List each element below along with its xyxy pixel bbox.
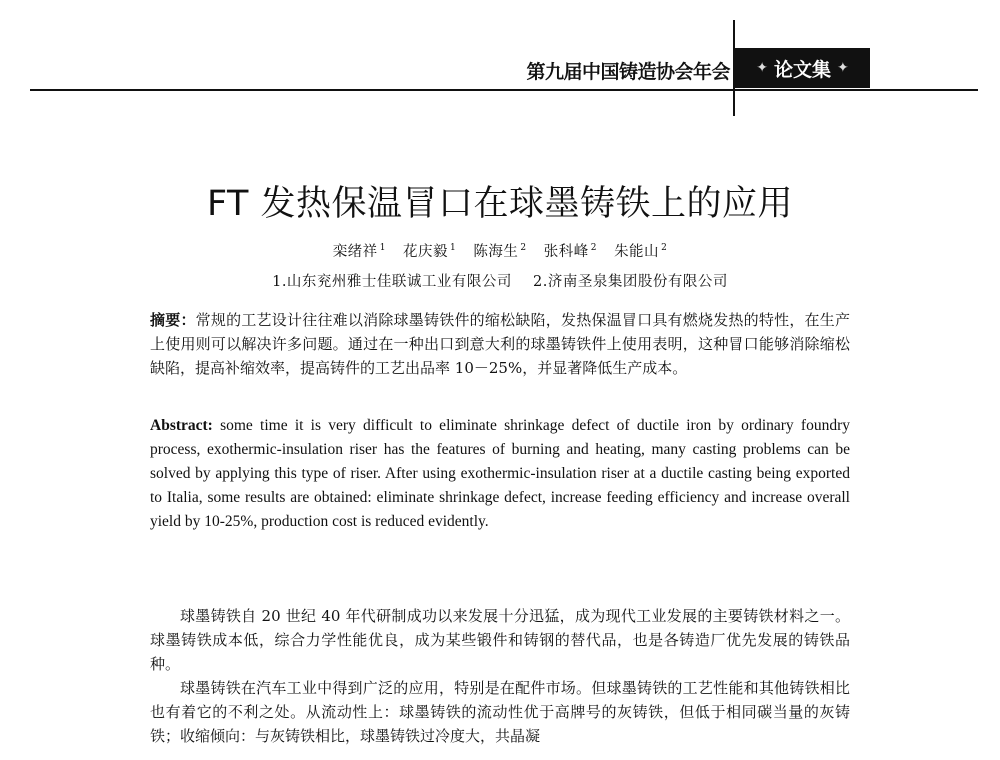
abstract-chinese-paragraph [150,308,850,380]
body-paragraph: 球墨铸铁在汽车工业中得到广泛的应用，特别是在配件市场。但球墨铸铁的工艺性能和其他铸铁相比也有着它的不利之处。从流动性上：球墨铸铁的流动性优于高牌号的灰铸铁，但低于相同碳当量的灰铸铁；收缩倾向：与灰铸铁相比，球墨铸铁过冷度大，共晶凝 [150,679,850,745]
author-name: 张科峰 [543,244,589,260]
abstract-chinese-text: 常规的工艺设计往往难以消除球墨铸铁件的缩松缺陷，发热保温冒口具有燃烧发热的特性，在生产上使用则可以解决许多问题。通过在一种出口到意大利的球墨铸铁件上使用表明，这种冒口能够消除缩松缺陷，提高补缩效率，提高铸件的工艺出品率 10－25%，并显著降低生产成本。 [150,311,850,377]
author-name: 朱能山 [614,244,660,260]
abstract-english-text: some time it is very difficult to eliminate shrinkage defect of ductile iron by ordinary foundry process, exothermic-insulation riser has the features of burning and heating, many casting problems can be solved by applying this type of riser. After using exothermic-insulation riser at a ductile casting being exported to Italia, some results are obtained: eliminate shrinkage defect, increase feeding efficiency and increase overall yield by 10-25%, production cost is reduced evidently. [150,417,850,530]
abstract-chinese [150,308,850,380]
author [333,244,386,260]
sparkle-icon: ✦ [837,60,849,76]
author [403,244,456,260]
header-rule [30,89,978,91]
author-affiliation-mark: 2 [661,243,668,254]
author [614,244,667,260]
author-name: 陈海生 [473,244,519,260]
author [473,244,526,260]
author-list [0,240,1000,261]
author-affiliation-mark: 1 [379,243,386,254]
conference-name: 第九届中国铸造协会年会 [526,61,730,83]
author-affiliation-mark: 2 [590,243,597,254]
author [544,244,597,260]
affiliation-list [0,270,1000,291]
paper-title: FT 发热保温冒口在球墨铸铁上的应用 [206,184,794,224]
proceedings-badge [735,48,870,88]
author-affiliation-mark: 2 [520,243,527,254]
body-paragraph: 球墨铸铁自 20 世纪 40 年代研制成功以来发展十分迅猛，成为现代工业发展的主要铸铁材料之一。球墨铸铁成本低，综合力学性能优良，成为某些锻件和铸钢的替代品，也是各铸造厂优先发展的铸铁品种。 [150,607,850,673]
sparkle-icon: ✦ [756,60,768,76]
proceedings-badge-label: 论文集 [773,58,831,81]
author-name: 花庆毅 [403,244,449,260]
affiliation: 2.济南圣泉集团股份有限公司 [533,274,728,290]
author-name: 栾绪祥 [332,244,378,260]
abstract-english-paragraph [150,414,850,534]
abstract-english [150,414,850,534]
affiliation: 1.山东兖州雅士佳联诚工业有限公司 [272,274,512,290]
abstract-english-label: Abstract: [150,417,213,434]
abstract-chinese-label: 摘要： [150,311,196,329]
body-text [150,604,850,748]
author-affiliation-mark: 1 [450,243,457,254]
